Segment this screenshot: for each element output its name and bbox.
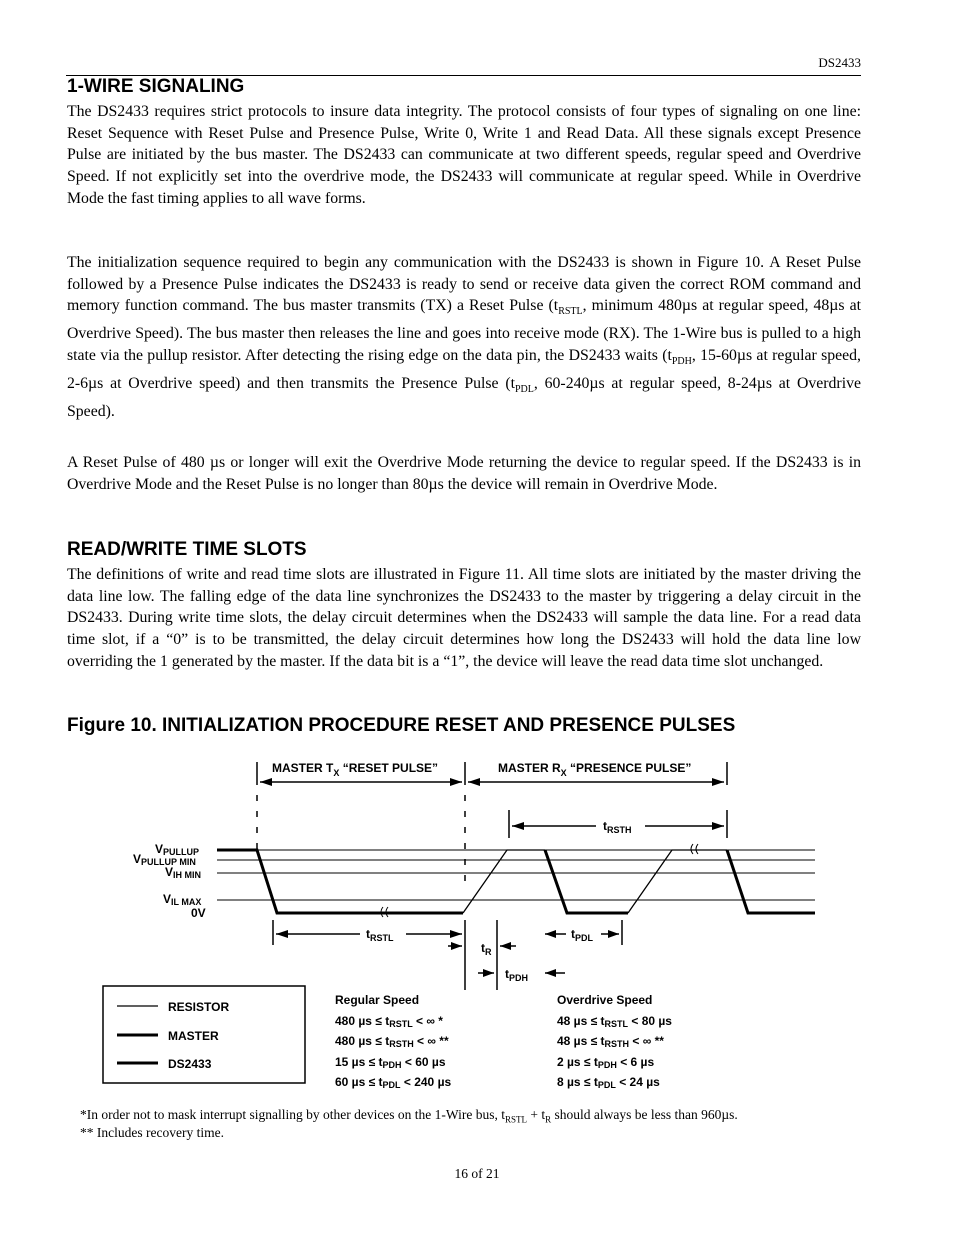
text-run: < ∞ * — [412, 1014, 443, 1028]
overdrive-speed-title: Overdrive Speed — [557, 993, 653, 1007]
master-tx-label — [272, 761, 438, 778]
waveform-master — [217, 850, 463, 913]
text-run: < 60 µs — [401, 1055, 446, 1069]
subscript: RSTL — [505, 1114, 528, 1125]
text-run: 8 µs ≤ t — [557, 1075, 598, 1089]
footnote-recovery: ** Includes recovery time. — [80, 1125, 224, 1140]
text-run: 48 µs ≤ t — [557, 1014, 605, 1028]
paragraph-overdrive-exit: A Reset Pulse of 480 µs or longer will exit the Overdrive Mode returning the device to regular speed. If the DS2433 is in Overdrive Mode and the Reset Pulse is no longer than 80µs the device will remain in Overdrive Mode. — [67, 454, 861, 493]
subscript: PDH — [509, 973, 529, 983]
arrowhead — [545, 969, 556, 977]
subscript: R — [485, 947, 492, 957]
text-run: , minimum 480µs at regular speed, 48µs at Overdrive Speed). The bus master then releases the line and goes into receive mode (RX). The 1-Wire bus is pulled to a high state via the pullup resistor. After detecting the rising edge on the data pin, the DS2433 waits (t — [67, 297, 861, 364]
timing-diagram — [0, 750, 954, 1100]
regular-speed-row — [335, 1014, 443, 1029]
subscript: RSTL — [370, 933, 394, 943]
legend-label-resistor: RESISTOR — [168, 1000, 230, 1014]
subscript: RSTH — [389, 1039, 414, 1049]
text-run: t — [603, 819, 607, 833]
subscript: PDL — [597, 1080, 616, 1090]
footnote-interrupt — [80, 1107, 738, 1125]
text-run: + t — [527, 1107, 546, 1122]
arrowhead — [483, 969, 494, 977]
arrowhead — [608, 930, 619, 938]
subscript: RSTL — [558, 306, 583, 318]
level-label-vpullup — [155, 842, 199, 857]
text-run: should always be less than 960µs. — [551, 1107, 738, 1122]
waveform-ds2433 — [727, 850, 815, 913]
subscript: RSTH — [604, 1039, 630, 1049]
text-run: t — [366, 927, 370, 941]
regular-speed-row — [335, 1034, 449, 1049]
waveform-resistor — [463, 850, 545, 913]
subscript: PULLUP — [163, 847, 200, 857]
timing-label-tpdl — [571, 927, 594, 943]
arrowhead — [512, 822, 524, 830]
waveform-resistor — [628, 850, 727, 913]
arrowhead — [500, 942, 511, 950]
text-run: t — [505, 967, 509, 981]
text-run: V — [155, 842, 164, 856]
text-run: MASTER R — [498, 761, 561, 775]
subscript: PULLUP MIN — [141, 857, 196, 867]
arrowhead — [451, 942, 462, 950]
level-label-0v: 0V — [191, 906, 206, 920]
paragraph-1-wire-intro: The DS2433 requires strict protocols to insure data integrity. The protocol consists of four types of signaling on one line: Reset Sequence with Reset Pulse and Presence Pulse, Write 0, Write 1 and Read Data. All these signals except Presence Pulse are initiated by the bus master. The DS2433 can communicate at two different speeds, regular speed and Overdrive Speed. If not explicitly set into the overdrive mode, the DS2433 will communicate at regular speed. While in Overdrive Mode the fast timing applies to all wave forms. — [67, 103, 861, 207]
header-doc-code: DS2433 — [818, 55, 861, 70]
subscript: R — [545, 1114, 552, 1125]
break-mark — [691, 844, 698, 854]
subscript: RSTL — [389, 1019, 413, 1029]
section-title-read-write: READ/WRITE TIME SLOTS — [67, 539, 307, 560]
timing-label-tpdh — [505, 967, 528, 983]
overdrive-speed-row — [557, 1075, 660, 1090]
legend-label-master: MASTER — [168, 1029, 219, 1043]
text-run: , 60-240µs at regular speed, 8-24µs at Overdrive Speed). — [67, 374, 861, 420]
arrowhead — [545, 930, 556, 938]
overdrive-speed-row — [557, 1055, 654, 1070]
section-title-1-wire-signaling: 1-WIRE SIGNALING — [67, 76, 245, 97]
text-run: “PRESENCE PULSE” — [566, 761, 692, 775]
arrowhead — [468, 778, 480, 786]
text-run: , 15-60µs at regular speed, 2-6µs at Overdrive speed) and then transmits the Presence Pulse (t — [67, 346, 861, 392]
text-run: < 80 µs — [628, 1014, 672, 1028]
subscript: IH MIN — [173, 870, 202, 880]
waveform-ds2433 — [545, 850, 628, 913]
text-run: < 24 µs — [615, 1075, 660, 1089]
figure-title: Figure 10. INITIALIZATION PROCEDURE RESET AND PRESENCE PULSES — [67, 715, 736, 736]
regular-speed-row — [335, 1075, 451, 1090]
regular-speed-row — [335, 1055, 446, 1070]
arrowhead — [712, 778, 724, 786]
paragraph-read-write: The definitions of write and read time slots are illustrated in Figure 11. All time slots are initiated by the master driving the data line low. The falling edge of the data line synchronizes the DS2433 to the master by triggering a delay circuit in the DS2433. During write time slots, the delay circuit determines when the DS2433 will sample the data line. For a read data time slot, if a “0” is to be transmitted, the delay circuit determines how long the DS2433 will hold the data line low overriding the 1 generated by the master. If the data bit is a “1”, the device will leave the read data time slot unchanged. — [67, 566, 861, 670]
arrowhead — [712, 822, 724, 830]
text-run: MASTER T — [272, 761, 334, 775]
level-label-vih-min — [165, 865, 201, 880]
text-run: 2 µs ≤ t — [557, 1055, 598, 1069]
arrowhead — [450, 930, 462, 938]
subscript: PDL — [515, 383, 534, 395]
subscript: PDH — [671, 356, 692, 368]
text-run: V — [165, 865, 174, 879]
level-label-vil-max — [163, 892, 201, 907]
text-run: < ∞ ** — [629, 1034, 664, 1048]
text-run: 15 µs ≤ t — [335, 1055, 383, 1069]
text-run: *In order not to mask interrupt signalling by other devices on the 1-Wire bus, t — [80, 1107, 505, 1122]
arrowhead — [450, 778, 462, 786]
text-run: 60 µs ≤ t — [335, 1075, 383, 1089]
timing-label-trstl — [366, 927, 394, 943]
subscript: RSTH — [607, 825, 632, 835]
subscript: PDH — [597, 1060, 617, 1070]
subscript: PDL — [382, 1080, 401, 1090]
subscript: RSTL — [604, 1019, 629, 1029]
overdrive-speed-row — [557, 1014, 672, 1029]
master-rx-label — [498, 761, 691, 778]
text-run: “RESET PULSE” — [339, 761, 439, 775]
arrowhead — [260, 778, 272, 786]
page-number: 16 of 21 — [454, 1166, 500, 1181]
text-run: < ∞ ** — [413, 1034, 449, 1048]
subscript: PDH — [382, 1060, 402, 1070]
text-run: The initialization sequence required to begin any communication with the DS2433 is shown in Figure 10. A Reset Pulse followed by a Presence Pulse indicates the DS2433 is ready to send or receive data given the correct ROM command and memory function command. The bus master transmits (TX) a Reset Pulse (t — [67, 254, 861, 315]
timing-label-trsth — [603, 819, 632, 835]
subscript: IL MAX — [171, 897, 202, 907]
text-run: < 240 µs — [400, 1075, 452, 1089]
subscript: PDL — [575, 933, 593, 943]
overdrive-speed-row — [557, 1034, 664, 1049]
text-run: 480 µs ≤ t — [335, 1014, 390, 1028]
text-run: t — [571, 927, 575, 941]
arrowhead — [276, 930, 288, 938]
subscript: X — [560, 768, 567, 778]
text-run: t — [481, 941, 485, 955]
timing-label-tr — [481, 941, 492, 957]
text-run: 480 µs ≤ t — [335, 1034, 390, 1048]
text-run: < 6 µs — [616, 1055, 655, 1069]
text-run: V — [133, 852, 142, 866]
text-run: V — [163, 892, 172, 906]
text-run: 48 µs ≤ t — [557, 1034, 605, 1048]
paragraph-initialization — [67, 252, 861, 422]
subscript: X — [333, 768, 340, 778]
legend-label-ds2433: DS2433 — [168, 1057, 212, 1071]
regular-speed-title: Regular Speed — [335, 993, 420, 1007]
